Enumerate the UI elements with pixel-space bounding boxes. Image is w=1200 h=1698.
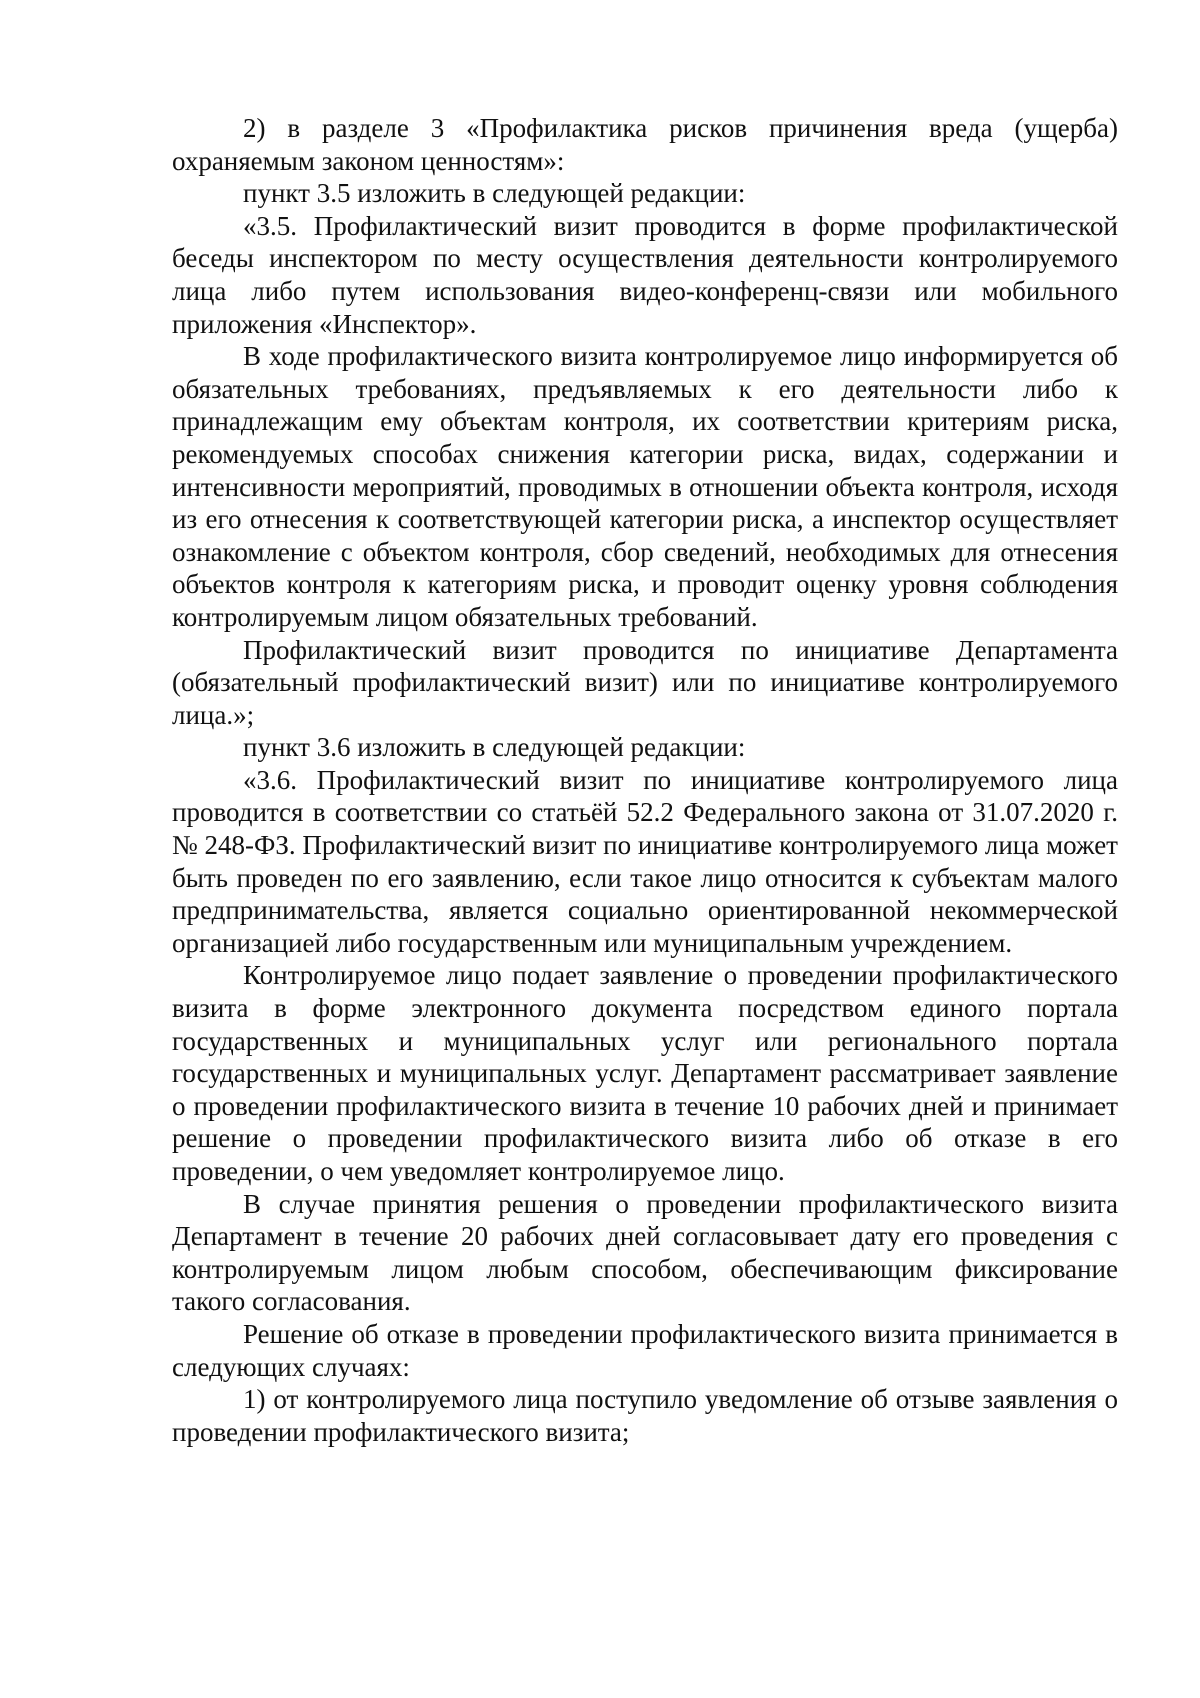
paragraph-visit-content: В ходе профилактического визита контролируемое лицо информируется об обязательных требованиях, предъявляемых к его деятельности либо к принадлежащим ему объектам контроля, их соответствии критериям риска, рекомендуемых способах снижения категории риска, видах, содержании и интенсивности мероприятий, проводимых в отношении объекта контроля, исходя из его отнесения к соответствующей категории риска, а инспектор осуществляет ознакомление с объектом контроля, сбор сведений, необходимых для отнесения объектов контроля к категориям риска, и проводит оценку уровня соблюдения контролируемым лицом обязательных требований.: [172, 341, 1118, 632]
paragraph-item-3-5-text: «3.5. Профилактический визит проводится в форме профилактической беседы инспектором по месту осуществления деятельности контролируемого лица либо путем использования видео-конференц-связи или мобильного приложения «Инспектор».: [172, 210, 1118, 339]
paragraph-refusal-case-1: 1) от контролируемого лица поступило уведомление об отзыве заявления о проведении профилактического визита;: [172, 1384, 1118, 1447]
paragraph-refusal-cases: Решение об отказе в проведении профилактического визита принимается в следующих случаях:: [172, 1318, 1118, 1382]
paragraph-item-3-6-intro: пункт 3.6 изложить в следующей редакции:: [243, 732, 746, 763]
document-body: [172, 112, 1118, 1448]
paragraph-section-3-amendment: 2) в разделе 3 «Профилактика рисков причинения вреда (ущерба) охраняемым законом ценностям»:: [172, 113, 1118, 176]
paragraph-item-3-5-intro: пункт 3.5 изложить в следующей редакции:: [243, 178, 746, 209]
paragraph-application: Контролируемое лицо подает заявление о проведении профилактического визита в форме электронного документа посредством единого портала государственных и муниципальных услуг или регионального портала государственных и муниципальных услуг. Департамент рассматривает заявление о проведении профилактического визита в течение 10 рабочих дней и принимает решение о проведении профилактического визита либо об отказе в его проведении, о чем уведомляет контролируемое лицо.: [172, 960, 1118, 1186]
paragraph-visit-initiative: Профилактический визит проводится по инициативе Департамента (обязательный профилактический визит) или по инициативе контролируемого лица.»;: [172, 634, 1118, 730]
paragraph-date-agreement: В случае принятия решения о проведении профилактического визита Департамент в течение 20 рабочих дней согласовывает дату его проведения с контролируемым лицом любым способом, обеспечивающим фиксирование такого согласования.: [172, 1188, 1118, 1317]
paragraph-item-3-6-text: «3.6. Профилактический визит по инициативе контролируемого лица проводится в соответствии со статьёй 52.2 Федерального закона от 31.07.2020 г. № 248-ФЗ. Профилактический визит по инициативе контролируемого лица может быть проведен по его заявлению, если такое лицо относится к субъектам малого предпринимательства, является социально ориентированной некоммерческой организацией либо государственным или муниципальным учреждением.: [172, 764, 1118, 958]
